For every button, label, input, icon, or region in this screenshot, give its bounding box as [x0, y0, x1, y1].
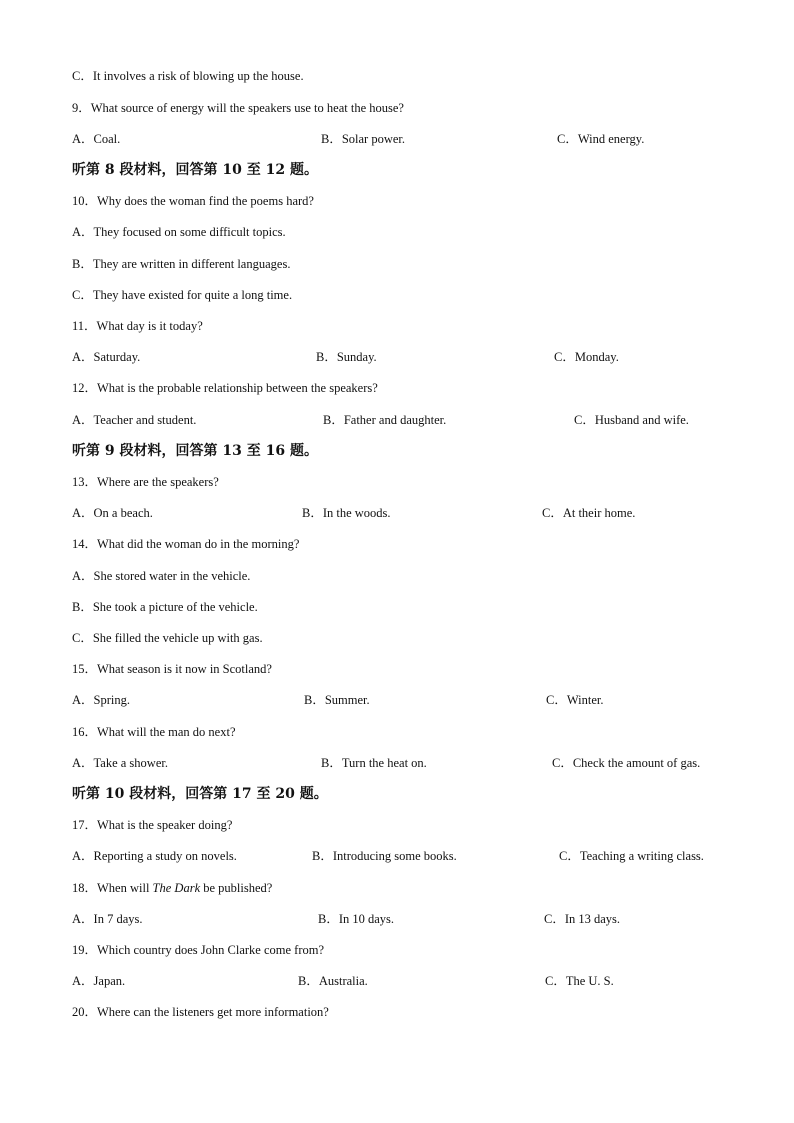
q13-option-a: A．On a beach. — [72, 506, 153, 520]
q16-option-c: C．Check the amount of gas. — [552, 756, 701, 770]
q19-option-c: C．The U. S. — [545, 974, 614, 988]
q12-option-b: B．Father and daughter. — [323, 413, 447, 427]
q13-option-b: B．In the woods. — [302, 506, 391, 520]
q14-option-a: A．She stored water in the vehicle. — [72, 569, 251, 583]
question-15: 15．What season is it now in Scotland? — [72, 662, 272, 676]
q17-option-c: C．Teaching a writing class. — [559, 849, 704, 863]
q11-option-b: B．Sunday. — [316, 350, 377, 364]
section-heading-10: 听第 10 段材料，回答第 17 至 20 题。 — [72, 786, 328, 802]
q12-option-a: A．Teacher and student. — [72, 413, 197, 427]
q13-option-c: C．At their home. — [542, 506, 636, 520]
question-9: 9．What source of energy will the speakers use to heat the house? — [72, 101, 404, 115]
q11-option-a: A．Saturday. — [72, 350, 141, 364]
section-heading-9: 听第 9 段材料，回答第 13 至 16 题。 — [72, 443, 318, 459]
q19-option-b: B．Australia. — [298, 974, 368, 988]
q16-option-a: A．Take a shower. — [72, 756, 168, 770]
question-10: 10．Why does the woman find the poems hard? — [72, 194, 314, 208]
book-title: The Dark — [152, 881, 201, 895]
q17-option-a: A．Reporting a study on novels. — [72, 849, 237, 863]
q10-option-a: A．They focused on some difficult topics. — [72, 225, 286, 239]
question-20: 20．Where can the listeners get more information? — [72, 1005, 329, 1019]
q15-option-a: A．Spring. — [72, 693, 130, 707]
q17-option-b: B．Introducing some books. — [312, 849, 457, 863]
q14-option-c: C．She filled the vehicle up with gas. — [72, 631, 263, 645]
q19-option-a: A．Japan. — [72, 974, 126, 988]
question-13: 13．Where are the speakers? — [72, 475, 219, 489]
q10-option-b: B．They are written in different languages. — [72, 257, 291, 271]
q11-option-c: C．Monday. — [554, 350, 619, 364]
q14-option-b: B．She took a picture of the vehicle. — [72, 600, 258, 614]
question-12: 12．What is the probable relationship between the speakers? — [72, 381, 378, 395]
q18-option-a: A．In 7 days. — [72, 912, 143, 926]
q9-option-a: A．Coal. — [72, 132, 121, 146]
q10-option-c: C．They have existed for quite a long time. — [72, 288, 293, 302]
q9-option-b: B．Solar power. — [321, 132, 406, 146]
question-18 — [72, 880, 272, 896]
question-17: 17．What is the speaker doing? — [72, 818, 233, 832]
q15-option-c: C．Winter. — [546, 693, 604, 707]
question-14: 14．What did the woman do in the morning? — [72, 537, 300, 551]
q12-option-c: C．Husband and wife. — [574, 413, 689, 427]
question-11: 11．What day is it today? — [72, 319, 203, 333]
q18-text-pre: 18．When will — [72, 881, 153, 895]
q9-option-c: C．Wind energy. — [557, 132, 645, 146]
q18-text-post: be published? — [200, 881, 273, 895]
q16-option-b: B．Turn the heat on. — [321, 756, 427, 770]
q18-option-b: B．In 10 days. — [318, 912, 395, 926]
q18-option-c: C．In 13 days. — [544, 912, 621, 926]
section-heading-8: 听第 8 段材料，回答第 10 至 12 题。 — [72, 162, 318, 178]
q8-option-c: C．It involves a risk of blowing up the house. — [72, 69, 304, 83]
question-16: 16．What will the man do next? — [72, 725, 236, 739]
q15-option-b: B．Summer. — [304, 693, 370, 707]
question-19: 19．Which country does John Clarke come from? — [72, 943, 325, 957]
